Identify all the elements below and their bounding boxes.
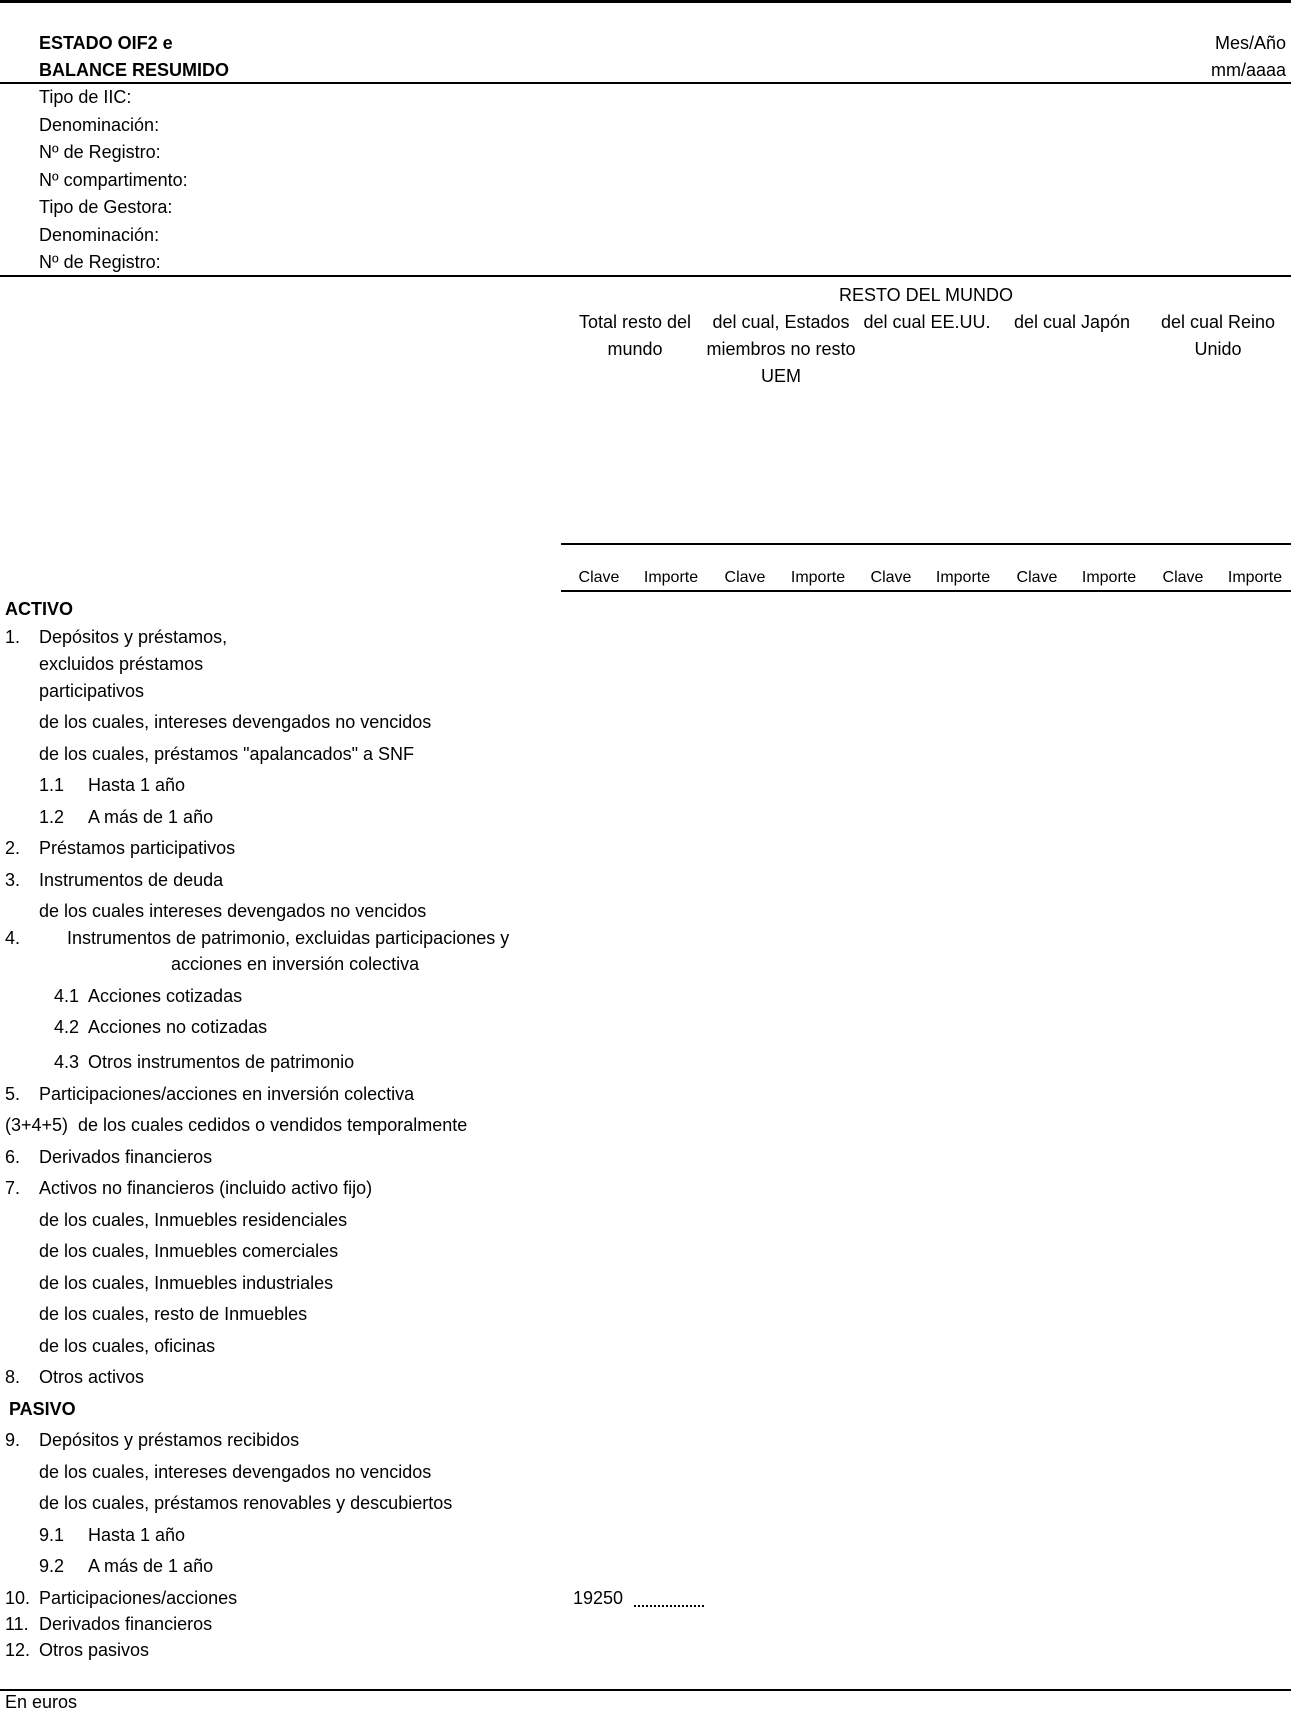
section-activo: ACTIVO <box>5 599 74 619</box>
row-label: Hasta 1 año <box>88 775 186 795</box>
info-field-compartimento: Nº compartimento: <box>39 170 188 190</box>
col-header-reino-unido: del cual Reino Unido <box>1160 312 1276 359</box>
row-num: 5. <box>5 1084 21 1104</box>
footer-note: En euros <box>5 1692 78 1712</box>
subheader-importe: Importe <box>790 569 846 586</box>
row-num: 6. <box>5 1147 21 1167</box>
row-label: Participaciones/acciones en inversión colectiva <box>39 1084 415 1104</box>
row-label: de los cuales cedidos o vendidos temporalmente <box>78 1115 468 1135</box>
subheader-importe: Importe <box>643 569 699 586</box>
col-header-estados-miembros: del cual, Estados miembros no resto UEM <box>706 312 856 386</box>
row-label: excluidos préstamos <box>39 654 204 674</box>
col-header-japon: del cual Japón <box>1013 312 1131 332</box>
row-label: Activos no financieros (incluido activo fijo) <box>39 1178 373 1198</box>
row-num: 9.1 <box>39 1525 65 1545</box>
row-label: participativos <box>39 681 145 701</box>
row-label: Otros activos <box>39 1367 145 1387</box>
row-label: de los cuales intereses devengados no vencidos <box>39 901 427 921</box>
row-label: de los cuales, intereses devengados no vencidos <box>39 1462 432 1482</box>
row-num: 1.1 <box>39 775 65 795</box>
form-title-line1: ESTADO OIF2 e <box>39 33 173 53</box>
subheader-clave: Clave <box>724 569 766 586</box>
subheader-importe: Importe <box>1227 569 1283 586</box>
row-label: Participaciones/acciones <box>39 1588 238 1608</box>
row-num: 4.1 <box>54 986 80 1006</box>
row-label: Acciones cotizadas <box>88 986 243 1006</box>
row10-value: 19250 <box>573 1588 624 1608</box>
subheader-rule <box>561 590 1291 592</box>
subheader-clave: Clave <box>870 569 912 586</box>
row-label: Derivados financieros <box>39 1147 213 1167</box>
row-label: Otros instrumentos de patrimonio <box>88 1052 355 1072</box>
row-num: 1.2 <box>39 807 65 827</box>
row-num: 9.2 <box>39 1556 65 1576</box>
row-label: Depósitos y préstamos, <box>39 627 228 647</box>
row-label: de los cuales, Inmuebles comerciales <box>39 1241 339 1261</box>
row-label: Derivados financieros <box>39 1614 213 1634</box>
row-label: A más de 1 año <box>88 807 214 827</box>
row-num: 1. <box>5 627 21 647</box>
subheader-clave: Clave <box>578 569 620 586</box>
row-num: 9. <box>5 1430 21 1450</box>
row-label: de los cuales, Inmuebles industriales <box>39 1273 334 1293</box>
row-label: Préstamos participativos <box>39 838 236 858</box>
row-label: de los cuales, préstamos renovables y descubiertos <box>39 1493 453 1513</box>
header-rule <box>0 82 1291 84</box>
row-label: Instrumentos de patrimonio, excluidas participaciones y <box>67 928 510 948</box>
info-field-tipo-gestora: Tipo de Gestora: <box>39 197 173 217</box>
info-rule <box>0 275 1291 277</box>
row-label: de los cuales, Inmuebles residenciales <box>39 1210 348 1230</box>
row-label: Instrumentos de deuda <box>39 870 224 890</box>
footer-rule <box>0 1689 1291 1691</box>
row-num: 7. <box>5 1178 21 1198</box>
info-field-registro: Nº de Registro: <box>39 142 161 162</box>
group-header: RESTO DEL MUNDO <box>838 285 1014 305</box>
row-label: Hasta 1 año <box>88 1525 186 1545</box>
row-num: 4.2 <box>54 1017 80 1037</box>
info-field-registro-gestora: Nº de Registro: <box>39 252 161 272</box>
info-field-denominacion: Denominación: <box>39 115 160 135</box>
row-label: de los cuales, oficinas <box>39 1336 216 1356</box>
col-header-total: Total resto del mundo <box>578 312 692 359</box>
section-pasivo: PASIVO <box>9 1399 76 1419</box>
col-header-eeuu: del cual EE.UU. <box>863 312 991 332</box>
row-label: Depósitos y préstamos recibidos <box>39 1430 300 1450</box>
row-num: 2. <box>5 838 21 858</box>
top-rule <box>0 0 1291 3</box>
row-num: 4.3 <box>54 1052 80 1072</box>
row-num: 10. <box>5 1588 31 1608</box>
subheader-clave: Clave <box>1016 569 1058 586</box>
subheader-clave: Clave <box>1162 569 1204 586</box>
row-num: (3+4+5) <box>5 1115 69 1135</box>
date-label: Mes/Año <box>1214 33 1286 53</box>
form-title-line2: BALANCE RESUMIDO <box>39 60 230 80</box>
row-label: acciones en inversión colectiva <box>171 954 420 974</box>
row-label: de los cuales, préstamos "apalancados" a SNF <box>39 744 414 764</box>
row-num: 8. <box>5 1367 21 1387</box>
row-label: de los cuales, resto de Inmuebles <box>39 1304 308 1324</box>
row-label: A más de 1 año <box>88 1556 214 1576</box>
date-format: mm/aaaa <box>1210 60 1286 80</box>
subheader-importe: Importe <box>935 569 991 586</box>
info-field-tipo-iic: Tipo de IIC: <box>39 87 132 107</box>
info-field-denominacion-gestora: Denominación: <box>39 225 160 245</box>
subheader-importe: Importe <box>1081 569 1137 586</box>
row-label: Otros pasivos <box>39 1640 150 1660</box>
table-header-rule <box>561 543 1291 545</box>
row-num: 4. <box>5 928 21 948</box>
row-num: 11. <box>5 1614 29 1634</box>
row10-dotted-line <box>634 1605 704 1607</box>
row-label: Acciones no cotizadas <box>88 1017 268 1037</box>
row-num: 12. <box>5 1640 31 1660</box>
row-label: de los cuales, intereses devengados no vencidos <box>39 712 432 732</box>
row-num: 3. <box>5 870 21 890</box>
